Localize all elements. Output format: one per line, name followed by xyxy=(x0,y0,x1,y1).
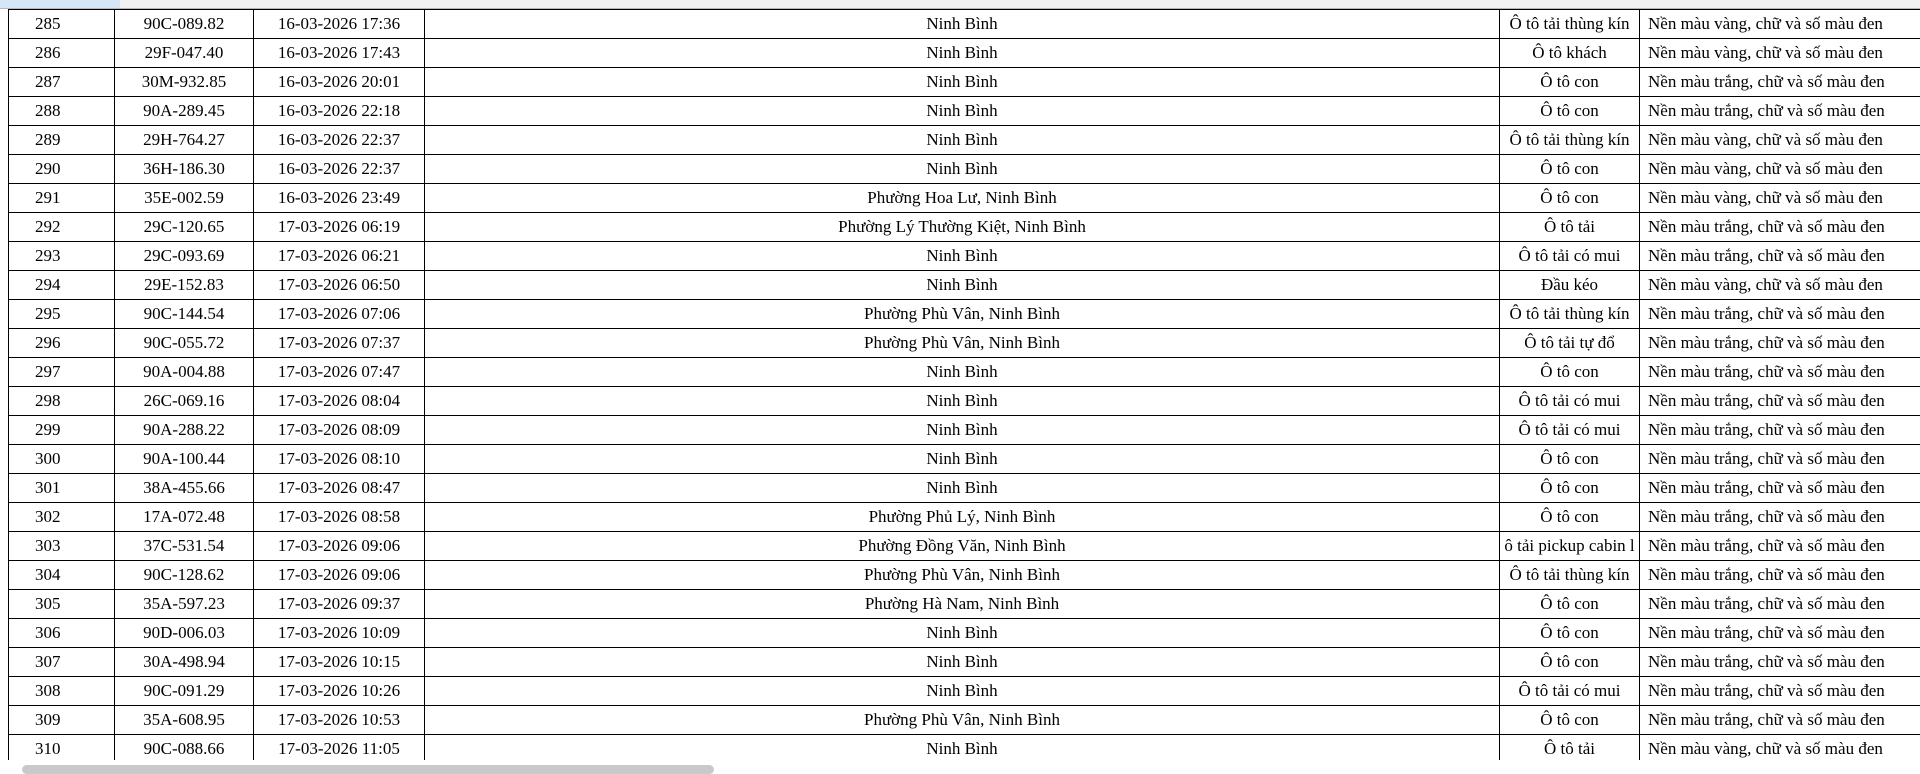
cell-location[interactable]: Ninh Bình xyxy=(425,155,1500,184)
cell-timestamp[interactable]: 16-03-2026 22:18 xyxy=(254,97,425,126)
cell-plate-color[interactable]: Nền màu trắng, chữ và số màu đen xyxy=(1640,648,1920,677)
table-row xyxy=(9,648,1920,677)
cell-plate-color[interactable]: Nền màu trắng, chữ và số màu đen xyxy=(1640,213,1920,242)
cell-plate-color[interactable]: Nền màu trắng, chữ và số màu đen xyxy=(1640,561,1920,590)
cell-row-number[interactable]: 289 xyxy=(9,126,115,155)
cell-row-number[interactable]: 292 xyxy=(9,213,115,242)
cell-plate-color[interactable]: Nền màu trắng, chữ và số màu đen xyxy=(1640,97,1920,126)
cell-location[interactable]: Ninh Bình xyxy=(425,358,1500,387)
table-row xyxy=(9,271,1920,300)
cell-license-plate[interactable]: 90D-006.03 xyxy=(115,619,254,648)
cell-vehicle-type[interactable]: Ô tô con xyxy=(1500,155,1640,184)
cell-location[interactable]: Ninh Bình xyxy=(425,97,1500,126)
cell-timestamp[interactable]: 17-03-2026 06:21 xyxy=(254,242,425,271)
table-row xyxy=(9,358,1920,387)
cell-license-plate[interactable]: 29F-047.40 xyxy=(115,39,254,68)
table-row xyxy=(9,126,1920,155)
cell-vehicle-type[interactable]: Ô tô tải thùng kín xyxy=(1500,300,1640,329)
cell-timestamp[interactable]: 17-03-2026 10:26 xyxy=(254,677,425,706)
cell-license-plate[interactable]: 90C-144.54 xyxy=(115,300,254,329)
cell-timestamp[interactable]: 17-03-2026 09:37 xyxy=(254,590,425,619)
cell-license-plate[interactable]: 36H-186.30 xyxy=(115,155,254,184)
cell-timestamp[interactable]: 16-03-2026 23:49 xyxy=(254,184,425,213)
table-row xyxy=(9,706,1920,735)
header-strip xyxy=(0,0,1920,9)
table-row xyxy=(9,39,1920,68)
cell-row-number[interactable]: 285 xyxy=(9,10,115,39)
table-row xyxy=(9,561,1920,590)
cell-row-number[interactable]: 304 xyxy=(9,561,115,590)
cell-plate-color[interactable]: Nền màu trắng, chữ và số màu đen xyxy=(1640,300,1920,329)
cell-row-number[interactable]: 307 xyxy=(9,648,115,677)
cell-location[interactable]: Ninh Bình xyxy=(425,68,1500,97)
cell-plate-color[interactable]: Nền màu trắng, chữ và số màu đen xyxy=(1640,532,1920,561)
cell-timestamp[interactable]: 17-03-2026 10:15 xyxy=(254,648,425,677)
cell-plate-color[interactable]: Nền màu vàng, chữ và số màu đen xyxy=(1640,735,1920,764)
cell-location[interactable]: Ninh Bình xyxy=(425,10,1500,39)
cell-timestamp[interactable]: 16-03-2026 22:37 xyxy=(254,155,425,184)
cell-plate-color[interactable]: Nền màu trắng, chữ và số màu đen xyxy=(1640,329,1920,358)
cell-vehicle-type[interactable]: Ô tô tải có mui xyxy=(1500,677,1640,706)
cell-location[interactable]: Phường Phủ Lý, Ninh Bình xyxy=(425,503,1500,532)
cell-row-number[interactable]: 309 xyxy=(9,706,115,735)
cell-vehicle-type[interactable]: Ô tô tải xyxy=(1500,213,1640,242)
cell-row-number[interactable]: 308 xyxy=(9,677,115,706)
table-row xyxy=(9,590,1920,619)
table-row xyxy=(9,184,1920,213)
cell-row-number[interactable]: 310 xyxy=(9,735,115,764)
cell-location[interactable]: Ninh Bình xyxy=(425,619,1500,648)
cell-plate-color[interactable]: Nền màu trắng, chữ và số màu đen xyxy=(1640,677,1920,706)
cell-row-number[interactable]: 305 xyxy=(9,590,115,619)
cell-timestamp[interactable]: 17-03-2026 08:58 xyxy=(254,503,425,532)
cell-timestamp[interactable]: 16-03-2026 22:37 xyxy=(254,126,425,155)
cell-vehicle-type[interactable]: Ô tô con xyxy=(1500,648,1640,677)
table-row xyxy=(9,213,1920,242)
cell-location[interactable]: Ninh Bình xyxy=(425,735,1500,764)
cell-timestamp[interactable]: 17-03-2026 08:04 xyxy=(254,387,425,416)
cell-license-plate[interactable]: 38A-455.66 xyxy=(115,474,254,503)
cell-vehicle-type[interactable]: ô tải pickup cabin l xyxy=(1500,532,1640,561)
table-row xyxy=(9,10,1920,39)
cell-plate-color[interactable]: Nền màu trắng, chữ và số màu đen xyxy=(1640,706,1920,735)
table-row xyxy=(9,300,1920,329)
table-row xyxy=(9,97,1920,126)
cell-license-plate[interactable]: 90C-088.66 xyxy=(115,735,254,764)
cell-vehicle-type[interactable]: Ô tô khách xyxy=(1500,39,1640,68)
cell-plate-color[interactable]: Nền màu trắng, chữ và số màu đen xyxy=(1640,358,1920,387)
cell-license-plate[interactable]: 90C-055.72 xyxy=(115,329,254,358)
cell-timestamp[interactable]: 17-03-2026 10:53 xyxy=(254,706,425,735)
cell-location[interactable]: Phường Đồng Văn, Ninh Bình xyxy=(425,532,1500,561)
cell-vehicle-type[interactable]: Ô tô con xyxy=(1500,706,1640,735)
cell-row-number[interactable]: 299 xyxy=(9,416,115,445)
cell-timestamp[interactable]: 17-03-2026 07:37 xyxy=(254,329,425,358)
cell-row-number[interactable]: 298 xyxy=(9,387,115,416)
cell-timestamp[interactable]: 17-03-2026 06:19 xyxy=(254,213,425,242)
cell-license-plate[interactable]: 26C-069.16 xyxy=(115,387,254,416)
cell-vehicle-type[interactable]: Ô tô con xyxy=(1500,619,1640,648)
cell-location[interactable]: Ninh Bình xyxy=(425,416,1500,445)
cell-location[interactable]: Ninh Bình xyxy=(425,387,1500,416)
cell-license-plate[interactable]: 29H-764.27 xyxy=(115,126,254,155)
cell-timestamp[interactable]: 17-03-2026 09:06 xyxy=(254,561,425,590)
cell-vehicle-type[interactable]: Ô tô tải thùng kín xyxy=(1500,126,1640,155)
cell-plate-color[interactable]: Nền màu vàng, chữ và số màu đen xyxy=(1640,10,1920,39)
cell-row-number[interactable]: 302 xyxy=(9,503,115,532)
cell-timestamp[interactable]: 17-03-2026 11:05 xyxy=(254,735,425,764)
cell-row-number[interactable]: 293 xyxy=(9,242,115,271)
cell-timestamp[interactable]: 17-03-2026 07:06 xyxy=(254,300,425,329)
cell-timestamp[interactable]: 16-03-2026 20:01 xyxy=(254,68,425,97)
cell-license-plate[interactable]: 90C-128.62 xyxy=(115,561,254,590)
cell-license-plate[interactable]: 90A-004.88 xyxy=(115,358,254,387)
cell-location[interactable]: Phường Phù Vân, Ninh Bình xyxy=(425,300,1500,329)
cell-location[interactable]: Phường Phù Vân, Ninh Bình xyxy=(425,329,1500,358)
cell-plate-color[interactable]: Nền màu trắng, chữ và số màu đen xyxy=(1640,503,1920,532)
cell-row-number[interactable]: 287 xyxy=(9,68,115,97)
cell-timestamp[interactable]: 17-03-2026 08:09 xyxy=(254,416,425,445)
cell-location[interactable]: Phường Phù Vân, Ninh Bình xyxy=(425,561,1500,590)
cell-plate-color[interactable]: Nền màu vàng, chữ và số màu đen xyxy=(1640,184,1920,213)
cell-timestamp[interactable]: 17-03-2026 08:10 xyxy=(254,445,425,474)
cell-plate-color[interactable]: Nền màu trắng, chữ và số màu đen xyxy=(1640,590,1920,619)
cell-timestamp[interactable]: 16-03-2026 17:36 xyxy=(254,10,425,39)
table-row xyxy=(9,503,1920,532)
cell-license-plate[interactable]: 90A-100.44 xyxy=(115,445,254,474)
cell-row-number[interactable]: 290 xyxy=(9,155,115,184)
cell-location[interactable]: Ninh Bình xyxy=(425,648,1500,677)
cell-row-number[interactable]: 286 xyxy=(9,39,115,68)
cell-license-plate[interactable]: 35E-002.59 xyxy=(115,184,254,213)
cell-vehicle-type[interactable]: Ô tô con xyxy=(1500,445,1640,474)
cell-vehicle-type[interactable]: Ô tô tải có mui xyxy=(1500,242,1640,271)
cell-location[interactable]: Ninh Bình xyxy=(425,677,1500,706)
cell-vehicle-type[interactable]: Ô tô tải thùng kín xyxy=(1500,10,1640,39)
cell-location[interactable]: Phường Lý Thường Kiệt, Ninh Bình xyxy=(425,213,1500,242)
cell-location[interactable]: Ninh Bình xyxy=(425,474,1500,503)
table-row xyxy=(9,68,1920,97)
horizontal-scrollbar-thumb[interactable] xyxy=(22,765,714,774)
cell-license-plate[interactable]: 37C-531.54 xyxy=(115,532,254,561)
table-row xyxy=(9,532,1920,561)
cell-timestamp[interactable]: 17-03-2026 06:50 xyxy=(254,271,425,300)
table-body xyxy=(9,10,1920,764)
table-row xyxy=(9,677,1920,706)
cell-license-plate[interactable]: 29C-120.65 xyxy=(115,213,254,242)
cell-plate-color[interactable]: Nền màu vàng, chữ và số màu đen xyxy=(1640,155,1920,184)
cell-location[interactable]: Ninh Bình xyxy=(425,271,1500,300)
cell-row-number[interactable]: 306 xyxy=(9,619,115,648)
cell-row-number[interactable]: 296 xyxy=(9,329,115,358)
cell-timestamp[interactable]: 17-03-2026 10:09 xyxy=(254,619,425,648)
cell-row-number[interactable]: 291 xyxy=(9,184,115,213)
cell-vehicle-type[interactable]: Ô tô con xyxy=(1500,68,1640,97)
cell-timestamp[interactable]: 17-03-2026 09:06 xyxy=(254,532,425,561)
cell-plate-color[interactable]: Nền màu vàng, chữ và số màu đen xyxy=(1640,271,1920,300)
cell-plate-color[interactable]: Nền màu trắng, chữ và số màu đen xyxy=(1640,242,1920,271)
cell-vehicle-type[interactable]: Đầu kéo xyxy=(1500,271,1640,300)
cell-vehicle-type[interactable]: Ô tô con xyxy=(1500,503,1640,532)
cell-location[interactable]: Phường Phù Vân, Ninh Bình xyxy=(425,706,1500,735)
table-row xyxy=(9,155,1920,184)
cell-row-number[interactable]: 288 xyxy=(9,97,115,126)
table-row xyxy=(9,387,1920,416)
cell-location[interactable]: Ninh Bình xyxy=(425,39,1500,68)
cell-license-plate[interactable]: 30M-932.85 xyxy=(115,68,254,97)
table-row xyxy=(9,619,1920,648)
cell-timestamp[interactable]: 16-03-2026 17:43 xyxy=(254,39,425,68)
cell-vehicle-type[interactable]: Ô tô con xyxy=(1500,358,1640,387)
cell-vehicle-type[interactable]: Ô tô con xyxy=(1500,184,1640,213)
cell-license-plate[interactable]: 90C-091.29 xyxy=(115,677,254,706)
table-row xyxy=(9,242,1920,271)
cell-vehicle-type[interactable]: Ô tô tải có mui xyxy=(1500,387,1640,416)
cell-row-number[interactable]: 297 xyxy=(9,358,115,387)
table-row xyxy=(9,445,1920,474)
cell-row-number[interactable]: 303 xyxy=(9,532,115,561)
cell-plate-color[interactable]: Nền màu trắng, chữ và số màu đen xyxy=(1640,445,1920,474)
table-row xyxy=(9,416,1920,445)
cell-timestamp[interactable]: 17-03-2026 08:47 xyxy=(254,474,425,503)
cell-vehicle-type[interactable]: Ô tô tải tự đổ xyxy=(1500,329,1640,358)
cell-license-plate[interactable]: 17A-072.48 xyxy=(115,503,254,532)
cell-location[interactable]: Ninh Bình xyxy=(425,126,1500,155)
cell-location[interactable]: Ninh Bình xyxy=(425,242,1500,271)
cell-location[interactable]: Phường Hà Nam, Ninh Bình xyxy=(425,590,1500,619)
cell-vehicle-type[interactable]: Ô tô tải xyxy=(1500,735,1640,764)
cell-vehicle-type[interactable]: Ô tô con xyxy=(1500,97,1640,126)
cell-license-plate[interactable]: 29C-093.69 xyxy=(115,242,254,271)
violations-table xyxy=(8,9,1920,764)
cell-row-number[interactable]: 301 xyxy=(9,474,115,503)
selected-header-cell[interactable] xyxy=(0,0,120,8)
cell-license-plate[interactable]: 35A-608.95 xyxy=(115,706,254,735)
table-row xyxy=(9,474,1920,503)
cell-license-plate[interactable]: 90A-288.22 xyxy=(115,416,254,445)
cell-plate-color[interactable]: Nền màu trắng, chữ và số màu đen xyxy=(1640,619,1920,648)
table-row xyxy=(9,329,1920,358)
cell-plate-color[interactable]: Nền màu trắng, chữ và số màu đen xyxy=(1640,474,1920,503)
cell-vehicle-type[interactable]: Ô tô tải thùng kín xyxy=(1500,561,1640,590)
cell-license-plate[interactable]: 90A-289.45 xyxy=(115,97,254,126)
cell-license-plate[interactable]: 30A-498.94 xyxy=(115,648,254,677)
cell-vehicle-type[interactable]: Ô tô tải có mui xyxy=(1500,416,1640,445)
cell-plate-color[interactable]: Nền màu vàng, chữ và số màu đen xyxy=(1640,126,1920,155)
cell-plate-color[interactable]: Nền màu vàng, chữ và số màu đen xyxy=(1640,39,1920,68)
cell-vehicle-type[interactable]: Ô tô con xyxy=(1500,590,1640,619)
cell-row-number[interactable]: 294 xyxy=(9,271,115,300)
cell-license-plate[interactable]: 29E-152.83 xyxy=(115,271,254,300)
cell-plate-color[interactable]: Nền màu trắng, chữ và số màu đen xyxy=(1640,416,1920,445)
cell-license-plate[interactable]: 35A-597.23 xyxy=(115,590,254,619)
cell-plate-color[interactable]: Nền màu trắng, chữ và số màu đen xyxy=(1640,387,1920,416)
cell-timestamp[interactable]: 17-03-2026 07:47 xyxy=(254,358,425,387)
cell-location[interactable]: Phường Hoa Lư, Ninh Bình xyxy=(425,184,1500,213)
cell-location[interactable]: Ninh Bình xyxy=(425,445,1500,474)
cell-license-plate[interactable]: 90C-089.82 xyxy=(115,10,254,39)
cell-row-number[interactable]: 300 xyxy=(9,445,115,474)
cell-plate-color[interactable]: Nền màu trắng, chữ và số màu đen xyxy=(1640,68,1920,97)
cell-vehicle-type[interactable]: Ô tô con xyxy=(1500,474,1640,503)
cell-row-number[interactable]: 295 xyxy=(9,300,115,329)
